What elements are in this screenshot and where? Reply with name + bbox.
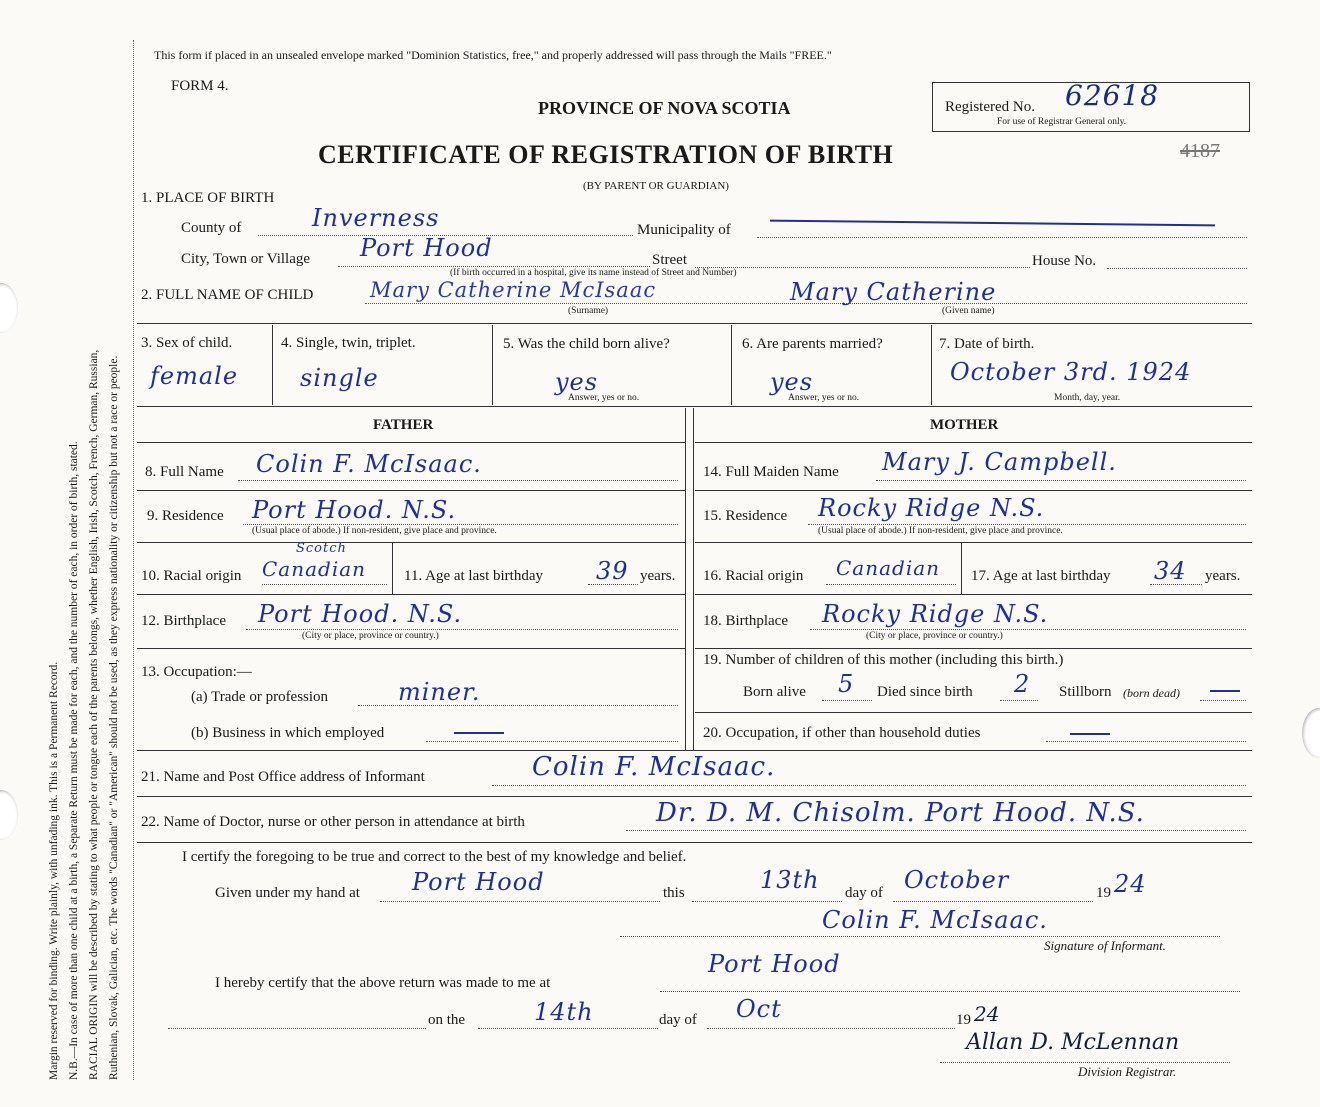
stillborn-line bbox=[1200, 700, 1246, 701]
registrar-signature-line bbox=[940, 1062, 1230, 1063]
given-day-of-label: day of bbox=[845, 885, 883, 901]
mother-racial-divider bbox=[961, 542, 962, 594]
doctor-line bbox=[626, 830, 1246, 831]
mother-occupation-label: 20. Occupation, if other than household duties bbox=[703, 725, 981, 741]
certificate-title: CERTIFICATE OF REGISTRATION OF BIRTH bbox=[318, 140, 894, 169]
registrar-signature: Allan D. McLennan bbox=[966, 1030, 1180, 1055]
street-label: Street bbox=[652, 252, 687, 268]
informant-signature: Colin F. McIsaac. bbox=[822, 906, 1048, 934]
married-value: yes bbox=[770, 368, 814, 396]
column-divider-b bbox=[693, 408, 694, 750]
registrar-year-prefix: 19 bbox=[956, 1012, 971, 1028]
margin-text-binding: Margin reserved for binding. Write plainly, with unfading ink. This is a Permanent Record. bbox=[48, 661, 60, 1080]
stillborn-dash bbox=[1210, 690, 1240, 692]
city-line bbox=[338, 266, 650, 267]
rule-4 bbox=[137, 796, 1252, 797]
form-number: FORM 4. bbox=[171, 78, 229, 94]
given-label: Given under my hand at bbox=[215, 885, 360, 901]
dob-caption: Month, day, year. bbox=[1054, 393, 1121, 403]
binding-hole-top bbox=[0, 283, 18, 333]
divider-3 bbox=[272, 325, 273, 405]
father-rule-4 bbox=[137, 594, 685, 595]
divider-4 bbox=[492, 325, 493, 405]
city-value: Port Hood bbox=[360, 234, 493, 262]
mother-name-label: 14. Full Maiden Name bbox=[703, 464, 839, 480]
dob-label: 7. Date of birth. bbox=[939, 336, 1035, 352]
certificate-subtitle: (BY PARENT OR GUARDIAN) bbox=[583, 180, 729, 192]
mother-rule-3 bbox=[695, 542, 1252, 543]
father-residence-label: 9. Residence bbox=[147, 508, 224, 524]
mother-heading: MOTHER bbox=[930, 417, 999, 433]
county-value: Inverness bbox=[312, 204, 440, 232]
rule-3 bbox=[137, 750, 1252, 751]
given-caption: (Given name) bbox=[942, 306, 995, 316]
mother-age-value: 34 bbox=[1154, 557, 1187, 585]
registrar-caption: Division Registrar. bbox=[1078, 1064, 1177, 1079]
given-month-line bbox=[893, 901, 1093, 902]
stamp-number: 4187 bbox=[1180, 140, 1220, 162]
mother-age-label: 17. Age at last birthday bbox=[971, 568, 1111, 584]
mother-birthplace-caption: (City or place, province or country.) bbox=[866, 631, 1003, 641]
dob-value: October 3rd. 1924 bbox=[950, 358, 1192, 386]
given-year-value: 24 bbox=[1114, 870, 1147, 898]
registrar-month-line bbox=[707, 1028, 955, 1029]
rule-2 bbox=[137, 406, 1252, 407]
registered-label: Registered No. bbox=[945, 99, 1035, 115]
mother-birthplace-label: 18. Birthplace bbox=[703, 613, 788, 629]
mother-rule-2 bbox=[695, 490, 1252, 491]
informant-signature-caption: Signature of Informant. bbox=[1044, 938, 1166, 953]
house-line bbox=[1107, 268, 1247, 269]
born-alive-count-label: Born alive bbox=[743, 684, 806, 700]
father-birthplace-caption: (City or place, province or country.) bbox=[302, 631, 439, 641]
hospital-note: (If birth occurred in a hospital, give its name instead of Street and Number) bbox=[450, 268, 737, 278]
married-label: 6. Are parents married? bbox=[742, 336, 883, 352]
mother-occupation-dash bbox=[1070, 733, 1110, 735]
born-alive-value: yes bbox=[555, 368, 599, 396]
father-heading: FATHER bbox=[373, 417, 434, 433]
registrar-on-the-label: on the bbox=[428, 1012, 466, 1028]
born-alive-caption: Answer, yes or no. bbox=[568, 393, 640, 403]
mother-rule-6 bbox=[695, 712, 1252, 713]
stillborn-label: Stillborn bbox=[1059, 684, 1112, 700]
father-rule-1 bbox=[137, 442, 685, 443]
mother-name-value: Mary J. Campbell. bbox=[882, 448, 1117, 476]
registrar-general-note: For use of Registrar General only. bbox=[997, 117, 1127, 127]
column-divider-a bbox=[685, 408, 686, 750]
given-day-line bbox=[692, 901, 842, 902]
father-residence-value: Port Hood. N.S. bbox=[252, 496, 457, 524]
child-name-label: 2. FULL NAME OF CHILD bbox=[141, 287, 314, 303]
father-residence-line bbox=[243, 524, 678, 525]
father-birthplace-value: Port Hood. N.S. bbox=[258, 600, 463, 628]
registrar-place-line bbox=[660, 991, 1240, 992]
father-age-unit: years. bbox=[640, 568, 676, 584]
margin-text-nb: N.B.—In case of more than one child at a birth, a Separate Return must be made for each, and the number of each, in order of birth, stated. bbox=[68, 441, 80, 1080]
rule-5 bbox=[137, 842, 1252, 843]
registrar-month-value: Oct bbox=[736, 995, 782, 1023]
doctor-label: 22. Name of Doctor, nurse or other person in attendance at birth bbox=[141, 814, 525, 830]
mail-notice: This form if placed in an unsealed envelope marked "Dominion Statistics, free," and properly addressed will pass through the Mails "FREE." bbox=[154, 48, 832, 62]
mother-racial-value: Canadian bbox=[836, 556, 941, 580]
mother-occupation-line bbox=[1046, 741, 1246, 742]
mother-abode-caption: (Usual place of abode.) If non-resident, give place and province. bbox=[818, 526, 1063, 536]
plurality-value: single bbox=[300, 364, 379, 392]
father-racial-divider bbox=[392, 542, 393, 594]
died-label: Died since birth bbox=[877, 684, 973, 700]
mother-racial-line bbox=[826, 584, 956, 585]
given-year-prefix: 19 bbox=[1096, 885, 1111, 901]
business-label: (b) Business in which employed bbox=[191, 725, 385, 741]
margin-divider bbox=[133, 40, 134, 1080]
father-rule-2 bbox=[137, 490, 685, 491]
father-racial-line bbox=[262, 584, 387, 585]
registered-box bbox=[932, 79, 1250, 132]
doctor-value: Dr. D. M. Chisolm. Port Hood. N.S. bbox=[656, 798, 1145, 828]
sex-label: 3. Sex of child. bbox=[141, 335, 233, 351]
mother-rule-5 bbox=[695, 648, 1252, 649]
born-alive-count-value: 5 bbox=[838, 670, 855, 698]
mother-residence-label: 15. Residence bbox=[703, 508, 788, 524]
father-racial-above: Scotch bbox=[296, 541, 347, 556]
city-label: City, Town or Village bbox=[181, 251, 311, 267]
born-alive-count-line bbox=[822, 700, 872, 701]
given-month-value: October bbox=[904, 866, 1010, 894]
place-of-birth-heading: 1. PLACE OF BIRTH bbox=[141, 190, 275, 206]
child-given-value: Mary Catherine bbox=[790, 278, 997, 306]
father-age-value: 39 bbox=[596, 557, 629, 585]
father-racial-value: Canadian bbox=[262, 557, 367, 581]
registrar-place-value: Port Hood bbox=[708, 950, 841, 978]
informant-signature-line bbox=[620, 936, 1220, 937]
father-rule-5 bbox=[137, 648, 685, 649]
father-abode-caption: (Usual place of abode.) If non-resident, give place and province. bbox=[252, 526, 497, 536]
binding-hole-bottom bbox=[0, 790, 18, 840]
divider-5 bbox=[731, 325, 732, 405]
mother-residence-value: Rocky Ridge N.S. bbox=[818, 494, 1045, 522]
county-label: County of bbox=[181, 220, 242, 236]
father-name-label: 8. Full Name bbox=[145, 464, 224, 480]
mother-rule-4 bbox=[695, 594, 1252, 595]
given-place-value: Port Hood bbox=[412, 868, 545, 896]
divider-6 bbox=[931, 325, 932, 405]
trade-label: (a) Trade or profession bbox=[191, 689, 329, 705]
father-name-line bbox=[238, 480, 678, 481]
business-dash bbox=[454, 732, 504, 734]
mother-residence-line bbox=[808, 524, 1246, 525]
died-value: 2 bbox=[1014, 670, 1031, 698]
registrar-day-value: 14th bbox=[534, 998, 594, 1026]
mother-name-line bbox=[876, 480, 1246, 481]
registrar-year-value: 24 bbox=[974, 1002, 1000, 1026]
registrar-statement: I hereby certify that the above return was made to me at bbox=[215, 975, 551, 991]
registrar-day-of-label: day of bbox=[659, 1012, 697, 1028]
stillborn-note: (born dead) bbox=[1123, 686, 1180, 700]
rule-1 bbox=[137, 323, 1252, 324]
mother-rule-1 bbox=[695, 442, 1252, 443]
street-line bbox=[695, 267, 1030, 268]
occupation-label: 13. Occupation:— bbox=[141, 664, 252, 680]
surname-caption: (Surname) bbox=[568, 306, 609, 316]
informant-value: Colin F. McIsaac. bbox=[532, 752, 776, 782]
father-age-label: 11. Age at last birthday bbox=[404, 568, 543, 584]
province-heading: PROVINCE OF NOVA SCOTIA bbox=[538, 98, 791, 118]
certify-statement: I certify the foregoing to be true and correct to the best of my knowledge and belief. bbox=[182, 849, 687, 865]
mother-birthplace-value: Rocky Ridge N.S. bbox=[822, 600, 1049, 628]
given-place-line bbox=[380, 901, 660, 902]
born-alive-label: 5. Was the child born alive? bbox=[503, 336, 670, 352]
sex-value: female bbox=[150, 362, 239, 390]
binding-hole-right bbox=[1302, 708, 1320, 758]
informant-label: 21. Name and Post Office address of Informant bbox=[141, 769, 425, 785]
father-name-value: Colin F. McIsaac. bbox=[256, 450, 482, 478]
house-label: House No. bbox=[1032, 253, 1097, 269]
trade-value: miner. bbox=[398, 678, 481, 706]
business-line bbox=[426, 741, 678, 742]
this-label: this bbox=[663, 885, 685, 901]
married-caption: Answer, yes or no. bbox=[788, 393, 860, 403]
margin-text-racial-2: Ruthenian, Slovak, Galician, etc. The words "Canadian" or "American" should not be used, as they express nationality or citizenship but not a race or people. bbox=[108, 355, 120, 1080]
father-rule-3 bbox=[137, 542, 685, 543]
child-surname-value: Mary Catherine McIsaac bbox=[370, 278, 657, 302]
children-count-label: 19. Number of children of this mother (including this birth.) bbox=[703, 652, 1064, 668]
registrar-lead-line bbox=[168, 1028, 426, 1029]
plurality-label: 4. Single, twin, triplet. bbox=[281, 335, 416, 351]
father-birthplace-line bbox=[246, 629, 678, 630]
mother-age-unit: years. bbox=[1205, 568, 1241, 584]
mother-birthplace-line bbox=[810, 629, 1246, 630]
registrar-day-line bbox=[478, 1028, 658, 1029]
municipality-dash bbox=[770, 220, 1215, 227]
died-line bbox=[1000, 700, 1038, 701]
mother-racial-label: 16. Racial origin bbox=[703, 568, 804, 584]
municipality-label: Municipality of bbox=[637, 222, 731, 238]
given-day-value: 13th bbox=[760, 866, 820, 894]
father-racial-label: 10. Racial origin bbox=[141, 568, 242, 584]
municipality-line bbox=[757, 237, 1247, 238]
father-birthplace-label: 12. Birthplace bbox=[141, 613, 226, 629]
margin-text-racial: RACIAL ORIGIN will be described by stating to what people or tongue each of the parents belongs, whether English, Irish, Scotch, French, German, Russian, bbox=[88, 349, 100, 1080]
informant-line bbox=[492, 785, 1246, 786]
registered-number: 62618 bbox=[1065, 79, 1160, 112]
